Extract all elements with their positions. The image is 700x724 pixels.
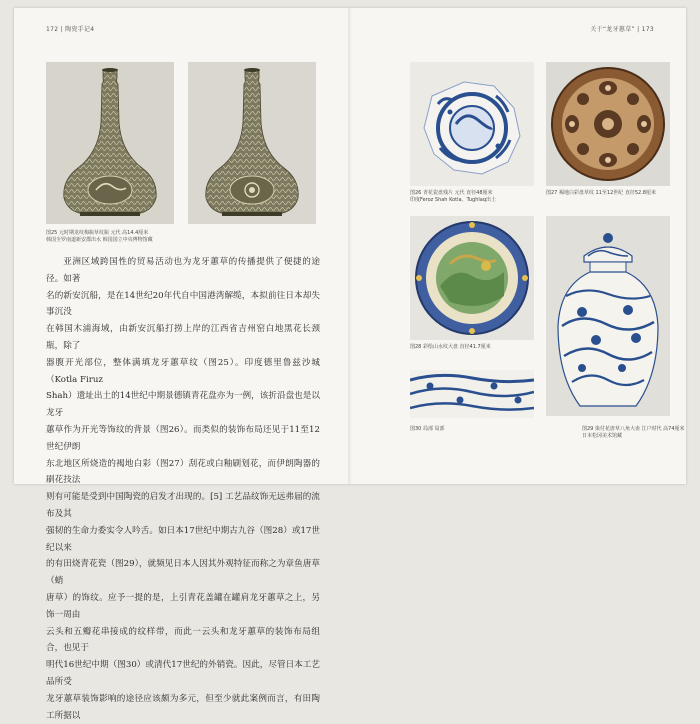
covered-jar-photo xyxy=(546,216,670,416)
blue-white-shard-photo xyxy=(410,62,534,186)
body-line: 唐草）的饰纹。应予一提的是，上引青花盖罐在罐肩龙牙蕙草之上，另饰一周由 xyxy=(46,592,320,620)
jar-detail-photo xyxy=(410,370,534,418)
vase-illustration xyxy=(188,62,316,224)
body-line: 明代16世纪中期（图30）或清代17世纪的外销瓷。因此，尽管日本工艺品所受 xyxy=(46,660,320,687)
jar-illustration xyxy=(546,216,670,416)
figure-26-caption-1: 图26 青花瓷盘残片 元代 直径48厘米 xyxy=(410,190,493,196)
figure-29-caption-2: 日本松冈美术馆藏 xyxy=(582,433,623,439)
right-page xyxy=(350,8,686,484)
figure-28-caption: 图28 彩绘山水纹大盘 直径41.7厘米 xyxy=(410,344,491,350)
body-line: 器腹开光部位，整体满填龙牙蕙草纹（图25）。印度德里鲁兹沙城（Kotla Firuz xyxy=(46,357,320,385)
running-head-right: 关于“龙牙蕙草” | 173 xyxy=(590,26,654,33)
polychrome-dish-photo xyxy=(410,216,534,340)
body-line: 亚洲区域跨国性的贸易活动也为龙牙蕙草的传播提供了便捷的途径。如著 xyxy=(46,257,320,284)
detail-illustration xyxy=(410,370,534,418)
brown-dish-photo xyxy=(546,62,670,186)
body-text xyxy=(46,254,320,724)
vase-photo-front xyxy=(46,62,174,224)
shard-illustration xyxy=(410,62,534,186)
body-line: 的有田烧青花瓷（图29），就频见日本人因其外观特征而称之为章鱼唐草（蛸 xyxy=(46,559,320,587)
body-line: 名的新安沉船，是在14世纪20年代自中国港湾解缆，本拟前往日本却失事沉没 xyxy=(46,290,320,318)
body-line: 东北地区所烧造的褐地白彩（图27）刮花或白釉刷划花，而伊朗陶器的刷花技法 xyxy=(46,458,320,486)
body-line: 云头和五瓣花串接成的纹样带，而此一云头和龙牙蕙草的装饰布局组合，也见于 xyxy=(46,626,320,654)
body-line: 龙牙蕙草装饰影响的途径应该颇为多元，但至少就此案例而言，有田陶工所据以 xyxy=(46,693,320,721)
figure-27-caption: 图27 褐地白彩盘草纹 11至12世纪 直径52.8厘米 xyxy=(546,190,656,196)
body-line: 在韩国木浦海域，由新安沉船打捞上岸的江西省吉州窑白地黑花长颈瓶，除了 xyxy=(46,324,320,351)
body-line: 蕙草作为开光等饰纹的背景（图26）。而类似的装饰布局还见于11至12世纪伊朗 xyxy=(46,424,320,452)
figure-25-caption-2: 韩国全罗南道新安郡出水 韩国国立中央博物馆藏 xyxy=(46,237,153,243)
figure-30-caption: 图30 局部 局部 xyxy=(410,426,445,432)
polychrome-dish-illustration xyxy=(410,216,534,340)
body-line: Shah）遗址出土的14世纪中期景德镇青花盘亦为一例，该折沿盘也是以龙牙 xyxy=(46,391,320,419)
figure-25-caption-1: 图25 元时期龙纹梅瓶草纹瓶 元代 高14.4厘米 xyxy=(46,230,149,236)
left-page xyxy=(14,8,350,721)
body-line: 强韧的生命力委实令人吟舌。如日本17世纪中期古九谷（图28）或17世纪以来 xyxy=(46,525,320,553)
body-line: 则有可能是受到中国陶瓷的启发才出现的。[5] 工艺品纹饰无远弗届的流布及其 xyxy=(46,492,320,519)
figure-29-caption-1: 图29 染付花唐草八角大壶 江户时代 高74厘米 xyxy=(582,426,685,432)
dish-illustration xyxy=(546,62,670,186)
figure-26-caption-2: 印度Feroz Shah Kotla、Tughlaq出土 xyxy=(410,197,496,203)
running-head-left: 172 | 陶瓷手记4 xyxy=(46,26,95,33)
vase-illustration xyxy=(46,62,174,224)
vase-photo-back xyxy=(188,62,316,224)
book-spread xyxy=(14,8,686,721)
